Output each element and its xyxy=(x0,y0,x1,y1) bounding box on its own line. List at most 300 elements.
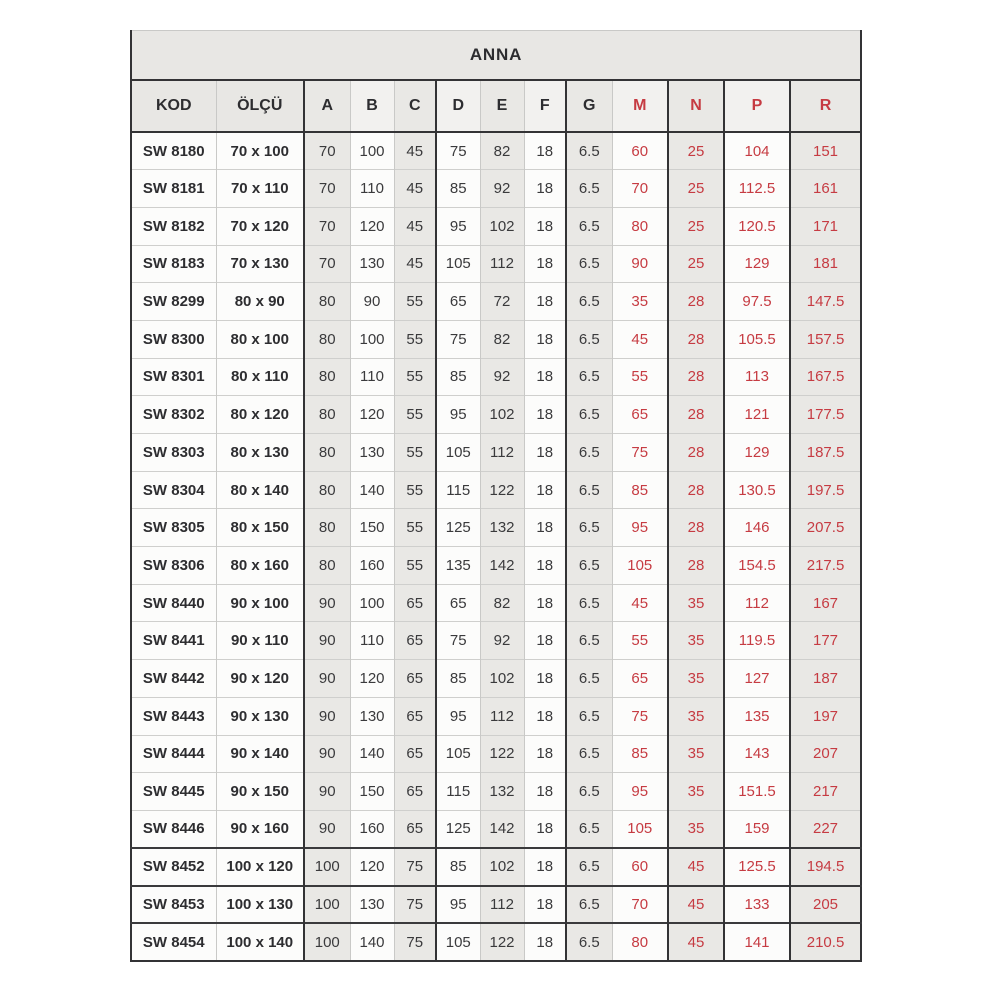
cell-e: 122 xyxy=(480,923,524,961)
cell-e: 92 xyxy=(480,622,524,660)
cell-g: 6.5 xyxy=(566,320,612,358)
spec-table xyxy=(130,30,862,962)
cell-m: 70 xyxy=(612,170,668,208)
cell-n: 45 xyxy=(668,886,724,924)
cell-c: 45 xyxy=(394,132,436,170)
cell-n: 28 xyxy=(668,283,724,321)
cell-c: 65 xyxy=(394,584,436,622)
cell-e: 102 xyxy=(480,396,524,434)
cell-p: 129 xyxy=(724,434,790,472)
col-header-a: A xyxy=(304,80,350,132)
cell-b: 110 xyxy=(350,358,394,396)
cell-f: 18 xyxy=(524,132,566,170)
cell-f: 18 xyxy=(524,923,566,961)
cell-kod: SW 8302 xyxy=(131,396,216,434)
cell-kod: SW 8444 xyxy=(131,735,216,773)
cell-n: 45 xyxy=(668,848,724,886)
col-header-d: D xyxy=(436,80,480,132)
cell-d: 135 xyxy=(436,547,480,585)
cell-p: 154.5 xyxy=(724,547,790,585)
table-row xyxy=(131,132,861,170)
cell-c: 55 xyxy=(394,283,436,321)
cell-b: 140 xyxy=(350,923,394,961)
cell-f: 18 xyxy=(524,810,566,848)
cell-f: 18 xyxy=(524,773,566,811)
cell-a: 80 xyxy=(304,396,350,434)
cell-c: 45 xyxy=(394,207,436,245)
cell-b: 100 xyxy=(350,132,394,170)
cell-p: 113 xyxy=(724,358,790,396)
cell-olcu: 80 x 150 xyxy=(216,509,304,547)
cell-c: 55 xyxy=(394,471,436,509)
cell-m: 95 xyxy=(612,773,668,811)
cell-c: 75 xyxy=(394,923,436,961)
cell-kod: SW 8441 xyxy=(131,622,216,660)
cell-f: 18 xyxy=(524,283,566,321)
cell-m: 80 xyxy=(612,923,668,961)
cell-a: 90 xyxy=(304,622,350,660)
cell-e: 92 xyxy=(480,170,524,208)
cell-g: 6.5 xyxy=(566,471,612,509)
cell-g: 6.5 xyxy=(566,773,612,811)
cell-g: 6.5 xyxy=(566,697,612,735)
cell-r: 147.5 xyxy=(790,283,861,321)
cell-f: 18 xyxy=(524,396,566,434)
cell-a: 90 xyxy=(304,810,350,848)
cell-a: 100 xyxy=(304,923,350,961)
cell-p: 146 xyxy=(724,509,790,547)
table-body xyxy=(131,132,861,961)
cell-d: 105 xyxy=(436,735,480,773)
cell-kod: SW 8304 xyxy=(131,471,216,509)
cell-olcu: 80 x 120 xyxy=(216,396,304,434)
table-row xyxy=(131,622,861,660)
table-row xyxy=(131,170,861,208)
cell-b: 110 xyxy=(350,622,394,660)
cell-m: 45 xyxy=(612,320,668,358)
cell-f: 18 xyxy=(524,660,566,698)
cell-olcu: 100 x 120 xyxy=(216,848,304,886)
cell-c: 45 xyxy=(394,170,436,208)
cell-d: 105 xyxy=(436,923,480,961)
cell-n: 25 xyxy=(668,245,724,283)
cell-m: 55 xyxy=(612,622,668,660)
cell-p: 141 xyxy=(724,923,790,961)
cell-d: 125 xyxy=(436,810,480,848)
cell-a: 90 xyxy=(304,735,350,773)
cell-r: 151 xyxy=(790,132,861,170)
table-row xyxy=(131,848,861,886)
table-row xyxy=(131,245,861,283)
cell-r: 161 xyxy=(790,170,861,208)
cell-olcu: 70 x 130 xyxy=(216,245,304,283)
table-row xyxy=(131,320,861,358)
cell-p: 127 xyxy=(724,660,790,698)
cell-kod: SW 8445 xyxy=(131,773,216,811)
table-row xyxy=(131,434,861,472)
cell-e: 72 xyxy=(480,283,524,321)
cell-p: 151.5 xyxy=(724,773,790,811)
cell-n: 35 xyxy=(668,660,724,698)
cell-a: 80 xyxy=(304,358,350,396)
cell-e: 92 xyxy=(480,358,524,396)
table-row xyxy=(131,509,861,547)
cell-n: 28 xyxy=(668,547,724,585)
cell-g: 6.5 xyxy=(566,132,612,170)
cell-m: 60 xyxy=(612,132,668,170)
cell-e: 102 xyxy=(480,848,524,886)
cell-f: 18 xyxy=(524,471,566,509)
cell-m: 70 xyxy=(612,886,668,924)
cell-f: 18 xyxy=(524,697,566,735)
cell-p: 125.5 xyxy=(724,848,790,886)
cell-m: 75 xyxy=(612,697,668,735)
cell-n: 35 xyxy=(668,735,724,773)
col-header-e: E xyxy=(480,80,524,132)
cell-n: 28 xyxy=(668,471,724,509)
cell-kod: SW 8183 xyxy=(131,245,216,283)
cell-p: 120.5 xyxy=(724,207,790,245)
cell-olcu: 100 x 140 xyxy=(216,923,304,961)
cell-d: 95 xyxy=(436,396,480,434)
cell-p: 104 xyxy=(724,132,790,170)
cell-r: 157.5 xyxy=(790,320,861,358)
cell-a: 90 xyxy=(304,773,350,811)
cell-p: 129 xyxy=(724,245,790,283)
cell-olcu: 90 x 120 xyxy=(216,660,304,698)
cell-f: 18 xyxy=(524,207,566,245)
cell-c: 65 xyxy=(394,697,436,735)
col-header-g: G xyxy=(566,80,612,132)
cell-b: 140 xyxy=(350,471,394,509)
table-row xyxy=(131,660,861,698)
cell-b: 130 xyxy=(350,245,394,283)
cell-e: 142 xyxy=(480,810,524,848)
cell-n: 25 xyxy=(668,132,724,170)
cell-e: 132 xyxy=(480,509,524,547)
cell-f: 18 xyxy=(524,547,566,585)
cell-a: 70 xyxy=(304,170,350,208)
cell-a: 80 xyxy=(304,283,350,321)
title-row xyxy=(131,31,861,81)
cell-d: 115 xyxy=(436,471,480,509)
cell-a: 70 xyxy=(304,207,350,245)
cell-d: 95 xyxy=(436,207,480,245)
cell-b: 90 xyxy=(350,283,394,321)
cell-e: 142 xyxy=(480,547,524,585)
cell-a: 90 xyxy=(304,660,350,698)
cell-n: 28 xyxy=(668,320,724,358)
cell-m: 85 xyxy=(612,735,668,773)
cell-e: 102 xyxy=(480,660,524,698)
cell-p: 143 xyxy=(724,735,790,773)
cell-m: 65 xyxy=(612,396,668,434)
cell-n: 35 xyxy=(668,697,724,735)
cell-m: 55 xyxy=(612,358,668,396)
cell-r: 207 xyxy=(790,735,861,773)
cell-m: 65 xyxy=(612,660,668,698)
cell-a: 70 xyxy=(304,245,350,283)
cell-n: 25 xyxy=(668,207,724,245)
cell-a: 80 xyxy=(304,509,350,547)
col-header-olcu: ÖLÇÜ xyxy=(216,80,304,132)
cell-p: 119.5 xyxy=(724,622,790,660)
cell-kod: SW 8306 xyxy=(131,547,216,585)
cell-olcu: 80 x 130 xyxy=(216,434,304,472)
cell-g: 6.5 xyxy=(566,547,612,585)
cell-m: 60 xyxy=(612,848,668,886)
cell-d: 65 xyxy=(436,584,480,622)
cell-b: 100 xyxy=(350,320,394,358)
cell-kod: SW 8454 xyxy=(131,923,216,961)
cell-olcu: 80 x 110 xyxy=(216,358,304,396)
cell-g: 6.5 xyxy=(566,886,612,924)
cell-c: 65 xyxy=(394,773,436,811)
cell-kod: SW 8301 xyxy=(131,358,216,396)
cell-olcu: 90 x 160 xyxy=(216,810,304,848)
cell-c: 75 xyxy=(394,848,436,886)
table-row xyxy=(131,396,861,434)
cell-m: 85 xyxy=(612,471,668,509)
cell-d: 115 xyxy=(436,773,480,811)
cell-p: 135 xyxy=(724,697,790,735)
cell-kod: SW 8303 xyxy=(131,434,216,472)
cell-olcu: 80 x 160 xyxy=(216,547,304,585)
cell-d: 85 xyxy=(436,358,480,396)
cell-g: 6.5 xyxy=(566,434,612,472)
cell-g: 6.5 xyxy=(566,509,612,547)
cell-m: 95 xyxy=(612,509,668,547)
cell-n: 35 xyxy=(668,584,724,622)
cell-m: 80 xyxy=(612,207,668,245)
cell-n: 45 xyxy=(668,923,724,961)
table-row xyxy=(131,886,861,924)
cell-olcu: 70 x 120 xyxy=(216,207,304,245)
table-title: ANNA xyxy=(131,31,861,81)
col-header-c: C xyxy=(394,80,436,132)
cell-f: 18 xyxy=(524,886,566,924)
cell-n: 35 xyxy=(668,622,724,660)
table-row xyxy=(131,697,861,735)
cell-kod: SW 8442 xyxy=(131,660,216,698)
table-row xyxy=(131,810,861,848)
cell-b: 140 xyxy=(350,735,394,773)
cell-kod: SW 8300 xyxy=(131,320,216,358)
cell-kod: SW 8181 xyxy=(131,170,216,208)
cell-b: 120 xyxy=(350,396,394,434)
cell-g: 6.5 xyxy=(566,584,612,622)
cell-c: 55 xyxy=(394,434,436,472)
cell-kod: SW 8180 xyxy=(131,132,216,170)
cell-f: 18 xyxy=(524,320,566,358)
cell-r: 171 xyxy=(790,207,861,245)
cell-c: 65 xyxy=(394,810,436,848)
cell-a: 80 xyxy=(304,471,350,509)
cell-g: 6.5 xyxy=(566,735,612,773)
cell-g: 6.5 xyxy=(566,923,612,961)
cell-kod: SW 8446 xyxy=(131,810,216,848)
cell-olcu: 90 x 100 xyxy=(216,584,304,622)
table-row xyxy=(131,471,861,509)
cell-c: 55 xyxy=(394,320,436,358)
cell-m: 90 xyxy=(612,245,668,283)
cell-e: 122 xyxy=(480,735,524,773)
cell-p: 159 xyxy=(724,810,790,848)
cell-e: 112 xyxy=(480,697,524,735)
table-row xyxy=(131,283,861,321)
cell-b: 150 xyxy=(350,509,394,547)
cell-r: 181 xyxy=(790,245,861,283)
table-row xyxy=(131,923,861,961)
cell-r: 197 xyxy=(790,697,861,735)
cell-c: 45 xyxy=(394,245,436,283)
cell-a: 70 xyxy=(304,132,350,170)
cell-c: 55 xyxy=(394,358,436,396)
cell-f: 18 xyxy=(524,509,566,547)
table-row xyxy=(131,207,861,245)
cell-f: 18 xyxy=(524,434,566,472)
cell-f: 18 xyxy=(524,358,566,396)
cell-b: 130 xyxy=(350,434,394,472)
cell-olcu: 70 x 100 xyxy=(216,132,304,170)
cell-olcu: 100 x 130 xyxy=(216,886,304,924)
cell-b: 150 xyxy=(350,773,394,811)
cell-g: 6.5 xyxy=(566,622,612,660)
col-header-kod: KOD xyxy=(131,80,216,132)
cell-d: 85 xyxy=(436,848,480,886)
cell-a: 80 xyxy=(304,320,350,358)
cell-kod: SW 8452 xyxy=(131,848,216,886)
cell-e: 82 xyxy=(480,320,524,358)
cell-r: 194.5 xyxy=(790,848,861,886)
cell-n: 35 xyxy=(668,773,724,811)
cell-d: 65 xyxy=(436,283,480,321)
cell-d: 75 xyxy=(436,320,480,358)
cell-g: 6.5 xyxy=(566,848,612,886)
col-header-p: P xyxy=(724,80,790,132)
cell-f: 18 xyxy=(524,584,566,622)
cell-d: 95 xyxy=(436,886,480,924)
cell-e: 132 xyxy=(480,773,524,811)
cell-d: 105 xyxy=(436,434,480,472)
cell-b: 110 xyxy=(350,170,394,208)
cell-g: 6.5 xyxy=(566,170,612,208)
cell-r: 167 xyxy=(790,584,861,622)
cell-m: 45 xyxy=(612,584,668,622)
cell-n: 28 xyxy=(668,396,724,434)
col-header-n: N xyxy=(668,80,724,132)
cell-n: 28 xyxy=(668,434,724,472)
cell-c: 55 xyxy=(394,509,436,547)
cell-g: 6.5 xyxy=(566,660,612,698)
cell-p: 130.5 xyxy=(724,471,790,509)
cell-f: 18 xyxy=(524,170,566,208)
cell-e: 82 xyxy=(480,584,524,622)
cell-p: 133 xyxy=(724,886,790,924)
cell-e: 102 xyxy=(480,207,524,245)
cell-f: 18 xyxy=(524,735,566,773)
cell-n: 28 xyxy=(668,358,724,396)
cell-r: 187 xyxy=(790,660,861,698)
cell-g: 6.5 xyxy=(566,358,612,396)
cell-c: 65 xyxy=(394,735,436,773)
cell-g: 6.5 xyxy=(566,396,612,434)
cell-olcu: 80 x 90 xyxy=(216,283,304,321)
cell-p: 105.5 xyxy=(724,320,790,358)
cell-r: 197.5 xyxy=(790,471,861,509)
cell-m: 75 xyxy=(612,434,668,472)
cell-r: 217 xyxy=(790,773,861,811)
cell-f: 18 xyxy=(524,848,566,886)
cell-c: 55 xyxy=(394,547,436,585)
cell-n: 35 xyxy=(668,810,724,848)
cell-f: 18 xyxy=(524,245,566,283)
cell-e: 112 xyxy=(480,245,524,283)
col-header-b: B xyxy=(350,80,394,132)
cell-r: 210.5 xyxy=(790,923,861,961)
cell-olcu: 80 x 100 xyxy=(216,320,304,358)
cell-kod: SW 8182 xyxy=(131,207,216,245)
cell-c: 65 xyxy=(394,660,436,698)
cell-d: 75 xyxy=(436,132,480,170)
cell-b: 160 xyxy=(350,810,394,848)
cell-n: 28 xyxy=(668,509,724,547)
cell-e: 82 xyxy=(480,132,524,170)
cell-kod: SW 8440 xyxy=(131,584,216,622)
cell-kod: SW 8305 xyxy=(131,509,216,547)
header-row xyxy=(131,80,861,132)
cell-kod: SW 8299 xyxy=(131,283,216,321)
cell-a: 100 xyxy=(304,848,350,886)
cell-e: 112 xyxy=(480,434,524,472)
cell-b: 120 xyxy=(350,848,394,886)
cell-m: 35 xyxy=(612,283,668,321)
cell-r: 177.5 xyxy=(790,396,861,434)
cell-b: 130 xyxy=(350,886,394,924)
cell-r: 167.5 xyxy=(790,358,861,396)
cell-g: 6.5 xyxy=(566,245,612,283)
cell-b: 100 xyxy=(350,584,394,622)
cell-g: 6.5 xyxy=(566,207,612,245)
cell-olcu: 80 x 140 xyxy=(216,471,304,509)
cell-d: 105 xyxy=(436,245,480,283)
col-header-m: M xyxy=(612,80,668,132)
cell-a: 100 xyxy=(304,886,350,924)
cell-olcu: 90 x 110 xyxy=(216,622,304,660)
cell-p: 112 xyxy=(724,584,790,622)
cell-e: 112 xyxy=(480,886,524,924)
table-row xyxy=(131,547,861,585)
cell-a: 80 xyxy=(304,434,350,472)
cell-p: 121 xyxy=(724,396,790,434)
cell-r: 217.5 xyxy=(790,547,861,585)
cell-m: 105 xyxy=(612,810,668,848)
cell-olcu: 70 x 110 xyxy=(216,170,304,208)
cell-n: 25 xyxy=(668,170,724,208)
table-row xyxy=(131,584,861,622)
cell-r: 205 xyxy=(790,886,861,924)
cell-r: 207.5 xyxy=(790,509,861,547)
cell-d: 75 xyxy=(436,622,480,660)
table-row xyxy=(131,773,861,811)
cell-d: 95 xyxy=(436,697,480,735)
cell-e: 122 xyxy=(480,471,524,509)
cell-a: 90 xyxy=(304,697,350,735)
cell-p: 112.5 xyxy=(724,170,790,208)
cell-b: 120 xyxy=(350,660,394,698)
cell-b: 120 xyxy=(350,207,394,245)
cell-g: 6.5 xyxy=(566,810,612,848)
